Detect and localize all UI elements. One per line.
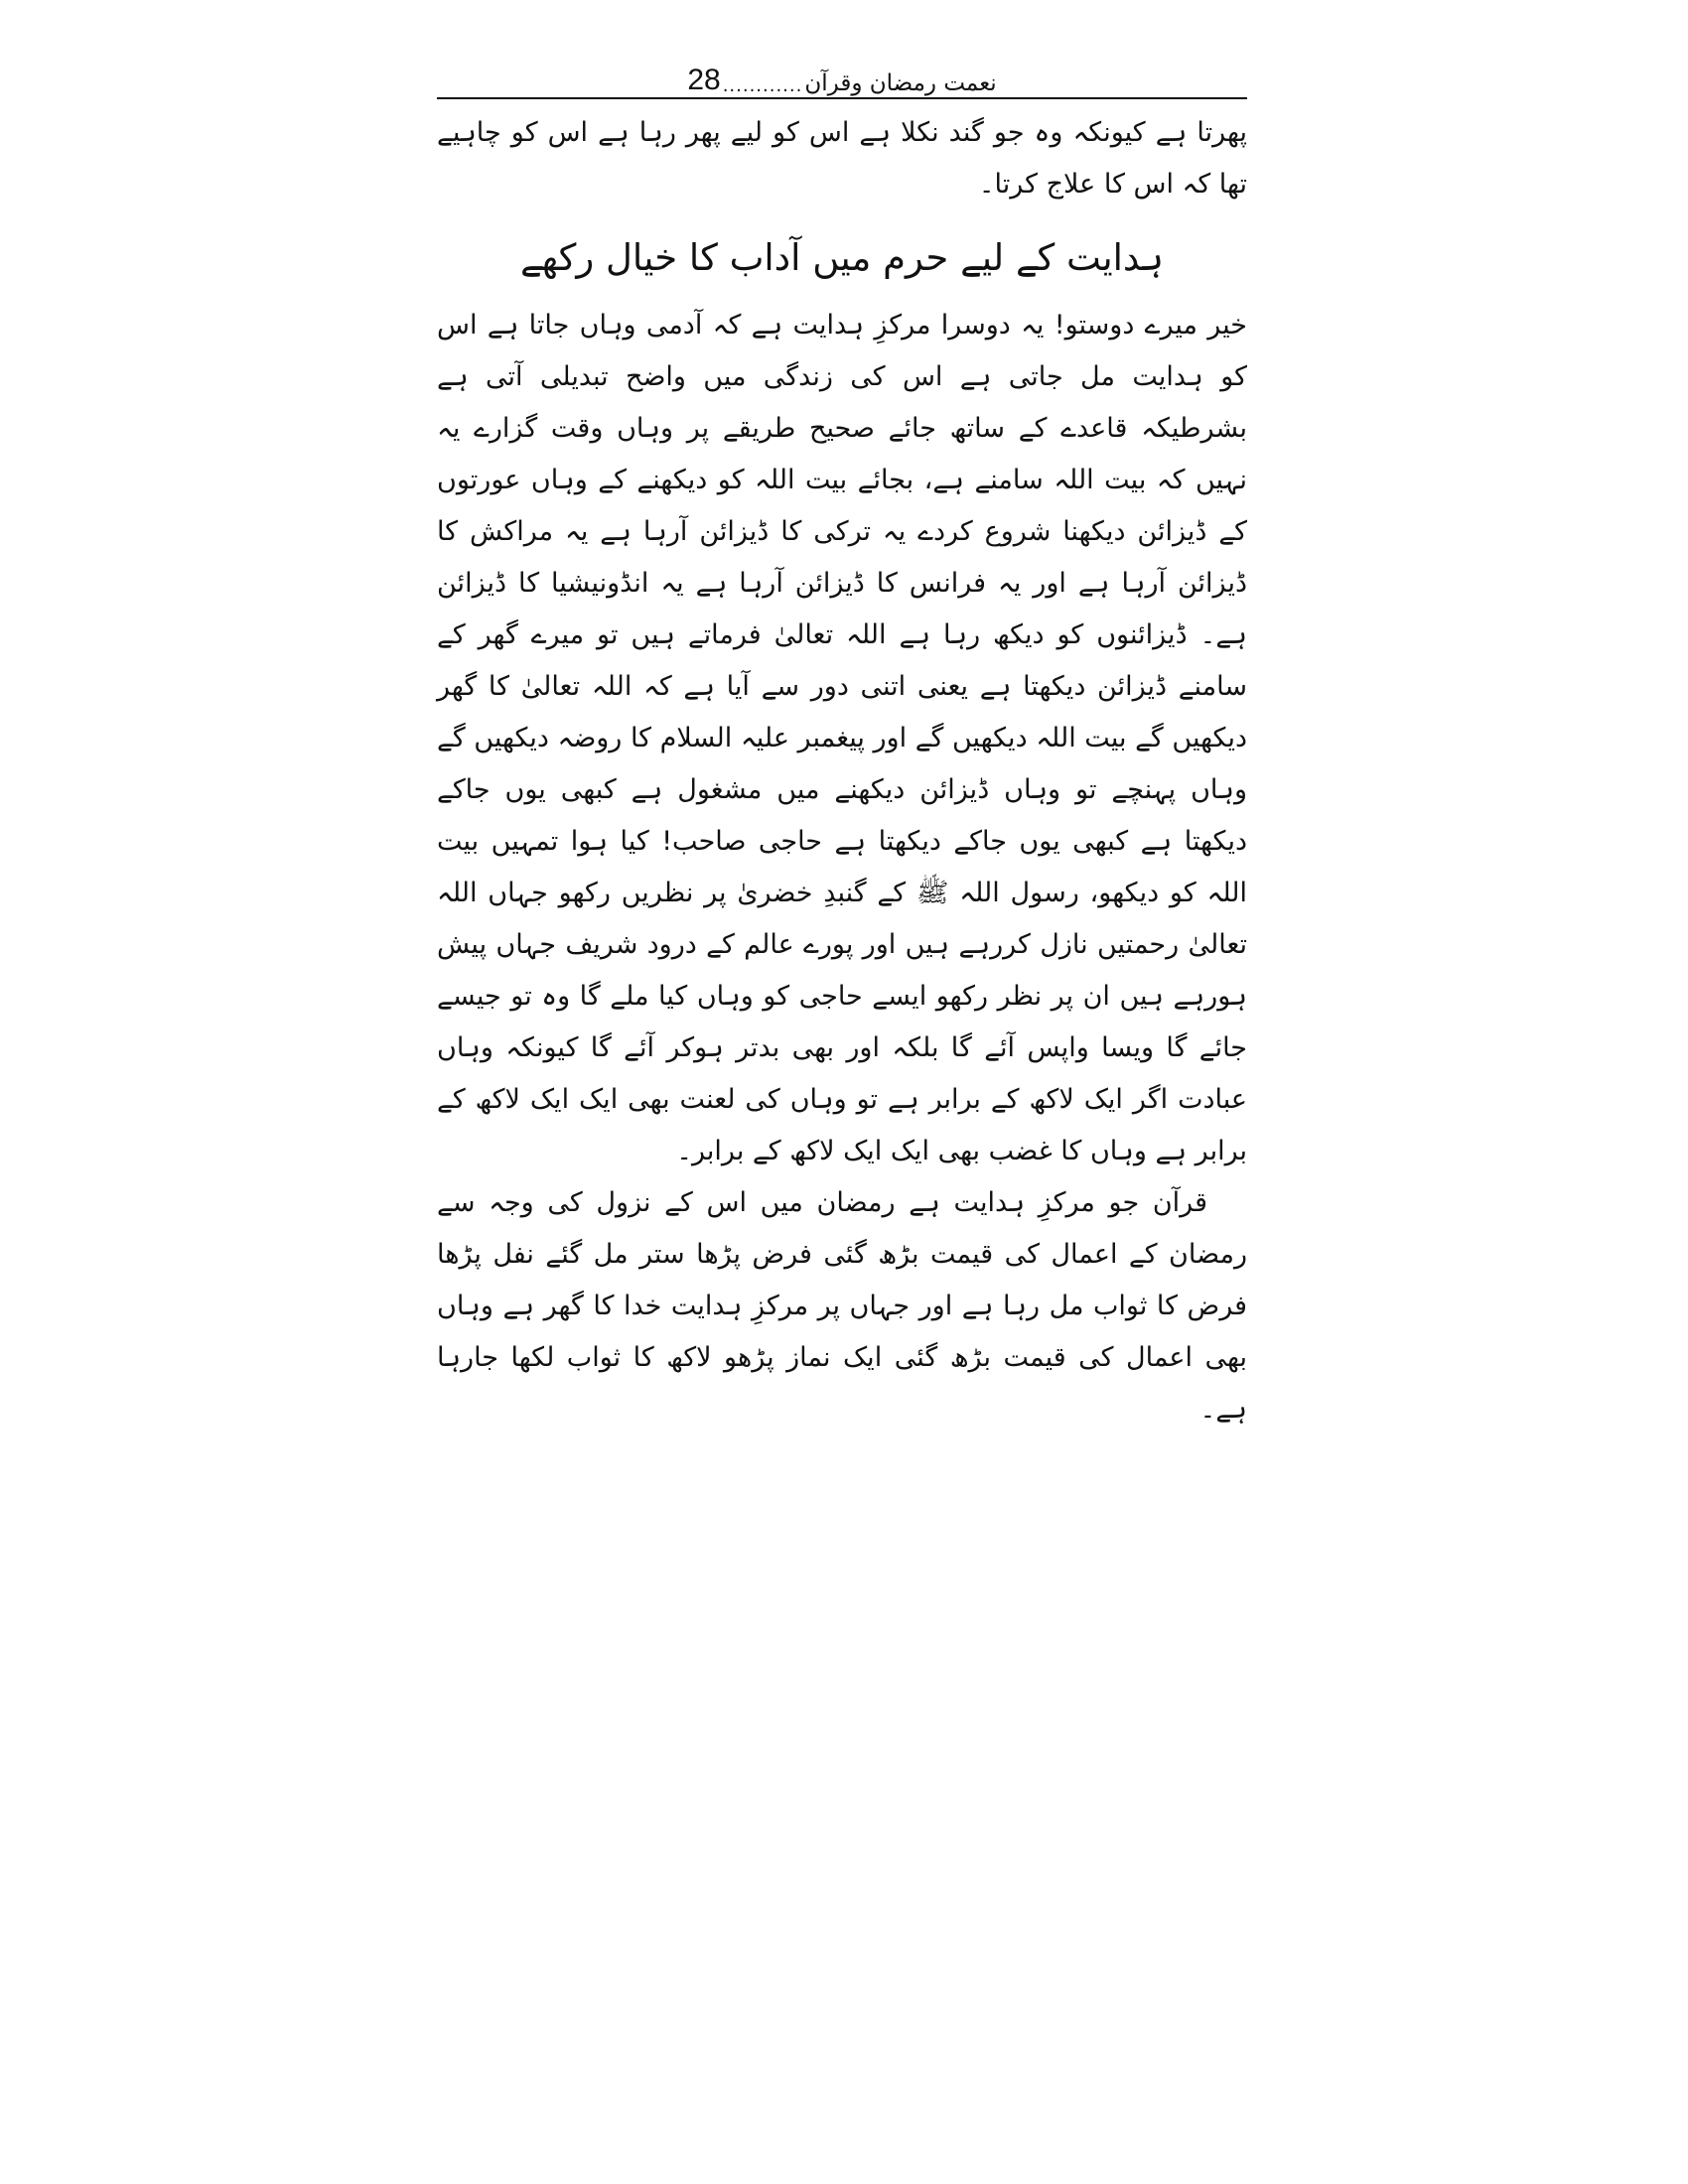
header-rule [437,97,1247,99]
page-body [437,107,1247,1435]
header-leader-dots: ............ [722,75,803,96]
page-number: 28 [687,64,721,96]
running-header [437,48,1247,95]
book-title: نعمت رمضان وقرآن [804,70,997,96]
section-heading: ہدایت کے لیے حرم میں آداب کا خیال رکھے [519,236,1165,279]
body-paragraph-1: خیر میرے دوستو! یہ دوسرا مرکزِ ہدایت ہے کہ آدمی وہاں جاتا ہے اس کو ہدایت مل جاتی ہے اس کی زندگی میں واضح تبدیلی آتی ہے بشرطیکہ قاعدے کے ساتھ جائے صحیح طریقے پر وہاں وقت گزارے یہ نہیں کہ بیت اللہ سامنے ہے، بجائے بیت اللہ کو دیکھنے کے وہاں عورتوں کے ڈیزائن دیکھنا شروع کردے یہ ترکی کا ڈیزائن آرہا ہے یہ مراکش کا ڈیزائن آرہا ہے اور یہ فرانس کا ڈیزائن آرہا ہے یہ انڈونیشیا کا ڈیزائن ہے۔ ڈیزائنوں کو دیکھ رہا ہے اللہ تعالیٰ فرماتے ہیں تو میرے گھر کے سامنے ڈیزائن دیکھتا ہے یعنی اتنی دور سے آیا ہے کہ اللہ تعالیٰ کا گھر دیکھیں گے بیت اللہ دیکھیں گے اور پیغمبر علیہ السلام کا روضہ دیکھیں گے وہاں پہنچے تو وہاں ڈیزائن دیکھنے میں مشغول ہے کبھی یوں جاکے دیکھتا ہے کبھی یوں جاکے دیکھتا ہے حاجی صاحب! کیا ہوا تمہیں بیت اللہ کو دیکھو، رسول اللہ ﷺ کے گنبدِ خضریٰ پر نظریں رکھو جہاں اللہ تعالیٰ رحمتیں نازل کررہے ہیں اور پورے عالم کے درود شریف جہاں پیش ہورہے ہیں ان پر نظر رکھو ایسے حاجی کو وہاں کیا ملے گا وہ تو جیسے جائے گا ویسا واپس آئے گا بلکہ اور بھی بدتر ہوکر آئے گا کیونکہ وہاں عبادت اگر ایک لاکھ کے برابر ہے تو وہاں کی لعنت بھی ایک ایک لاکھ کے برابر ہے وہاں کا غضب بھی ایک ایک لاکھ کے برابر۔ [437,310,1247,1166]
body-paragraph-2: قرآن جو مرکزِ ہدایت ہے رمضان میں اس کے نزول کی وجہ سے رمضان کے اعمال کی قیمت بڑھ گئی فرض پڑھا ستر مل گئے نفل پڑھا فرض کا ثواب مل رہا ہے اور جہاں پر مرکزِ ہدایت خدا کا گھر ہے وہاں بھی اعمال کی قیمت بڑھ گئی ایک نماز پڑھو لاکھ کا ثواب لکھا جارہا ہے۔ [437,1187,1247,1425]
continuation-paragraph: پھرتا ہے کیونکہ وہ جو گند نکلا ہے اس کو لیے پھر رہا ہے اس کو چاہیے تھا کہ اس کا علاج کرتا۔ [437,117,1247,200]
